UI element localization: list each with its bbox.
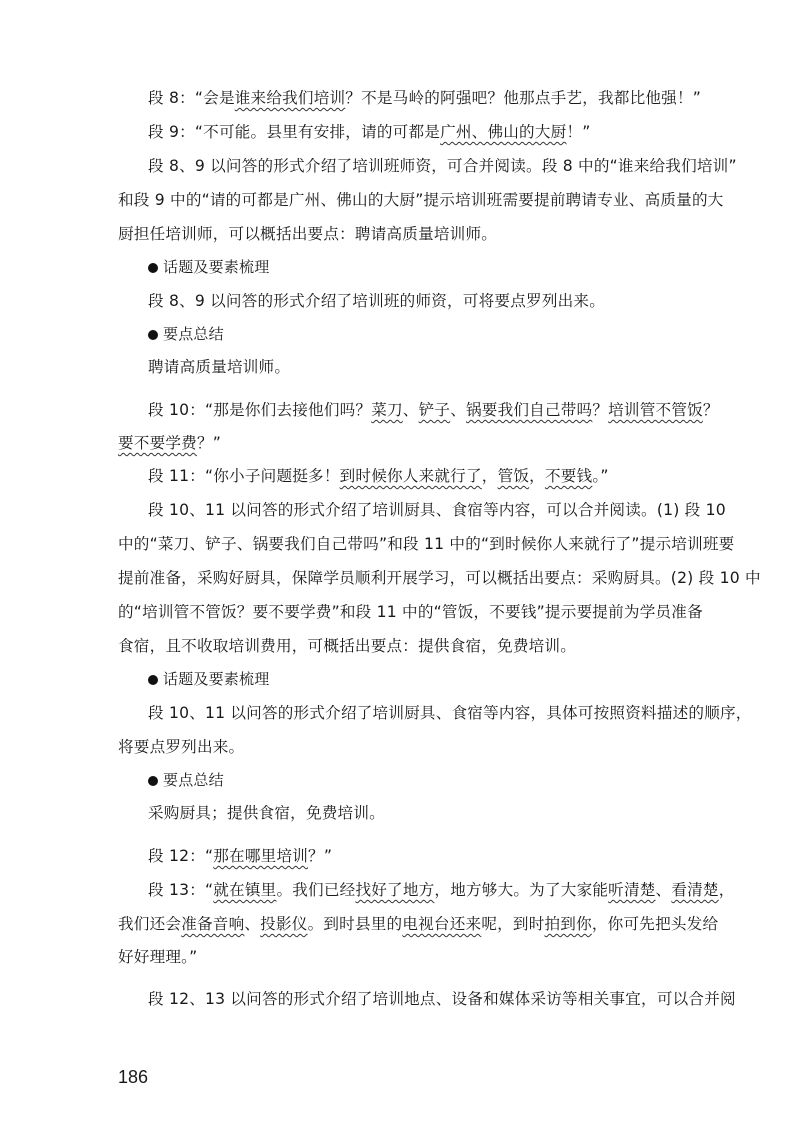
bullet-icon bbox=[148, 263, 158, 273]
analysis-line: 段 8、9 以问答的形式介绍了培训班师资，可合并阅读。段 8 中的“谁来给我们培训” bbox=[148, 157, 737, 175]
dialogue-13-cont: 我们还会准备音响、投影仪。到时县里的电视台还来呢，到时拍到你，你可先把头发给 bbox=[118, 915, 719, 933]
analysis-line: 厨担任培训师，可以概括出要点：聘请高质量培训师。 bbox=[118, 225, 498, 243]
analysis-line: 中的“菜刀、铲子、锅要我们自己带吗”和段 11 中的“到时候你人来就行了”提示培训班要 bbox=[118, 535, 735, 553]
dialogue-9: 段 9：“不可能。县里有安排，请的可都是广州、佛山的大厨！” bbox=[148, 123, 591, 141]
dialogue-13-cont: 好好理理。” bbox=[118, 948, 198, 966]
bullet-icon bbox=[148, 675, 158, 685]
analysis-line: 段 10、11 以问答的形式介绍了培训厨具、食宿等内容，可以合并阅读。(1) 段 10 bbox=[148, 501, 726, 519]
dialogue-10: 段 10：“那是你们去接他们吗？菜刀、铲子、锅要我们自己带吗？培训管不管饭？ bbox=[148, 401, 719, 419]
dialogue-10-cont: 要不要学费？” bbox=[118, 434, 222, 452]
dialogue-12: 段 12：“那在哪里培训？” bbox=[148, 847, 333, 865]
analysis-line: 食宿，且不收取培训费用，可概括出要点：提供食宿，免费培训。 bbox=[118, 637, 577, 655]
section-heading: 要点总结 bbox=[148, 322, 224, 346]
section-heading: 话题及要素梳理 bbox=[148, 255, 269, 279]
page-number: 186 bbox=[118, 1067, 149, 1087]
analysis-line: 的“培训管不管饭？要不要学费”和段 11 中的“管饭，不要钱”提示要提前为学员准备 bbox=[118, 603, 703, 621]
section-heading: 话题及要素梳理 bbox=[148, 667, 269, 691]
section-text: 段 8、9 以问答的形式介绍了培训班的师资，可将要点罗列出来。 bbox=[148, 292, 605, 310]
section-text: 采购厨具；提供食宿，免费培训。 bbox=[148, 804, 385, 822]
bullet-icon bbox=[148, 776, 158, 786]
dialogue-13: 段 13：“就在镇里。我们已经找好了地方，地方够大。为了大家能听清楚、看清楚， bbox=[148, 881, 735, 899]
analysis-line: 段 12、13 以问答的形式介绍了培训地点、设备和媒体采访等相关事宜，可以合并阅 bbox=[148, 990, 736, 1008]
section-text: 段 10、11 以问答的形式介绍了培训厨具、食宿等内容，具体可按照资料描述的顺序， bbox=[148, 704, 752, 722]
section-text: 聘请高质量培训师。 bbox=[148, 358, 291, 376]
section-text: 将要点罗列出来。 bbox=[118, 738, 245, 756]
analysis-line: 和段 9 中的“请的可都是广州、佛山的大厨”提示培训班需要提前聘请专业、高质量的大 bbox=[118, 191, 724, 209]
analysis-line: 提前准备，采购好厨具，保障学员顺利开展学习，可以概括出要点：采购厨具。(2) 段 10 中 bbox=[118, 569, 761, 587]
dialogue-8: 段 8：“会是谁来给我们培训？不是马岭的阿强吧？他那点手艺，我都比他强！” bbox=[148, 89, 702, 107]
dialogue-11: 段 11：“你小子问题挺多！到时候你人来就行了，管饭，不要钱。” bbox=[148, 467, 609, 485]
bullet-icon bbox=[148, 330, 158, 340]
section-heading: 要点总结 bbox=[148, 768, 224, 792]
